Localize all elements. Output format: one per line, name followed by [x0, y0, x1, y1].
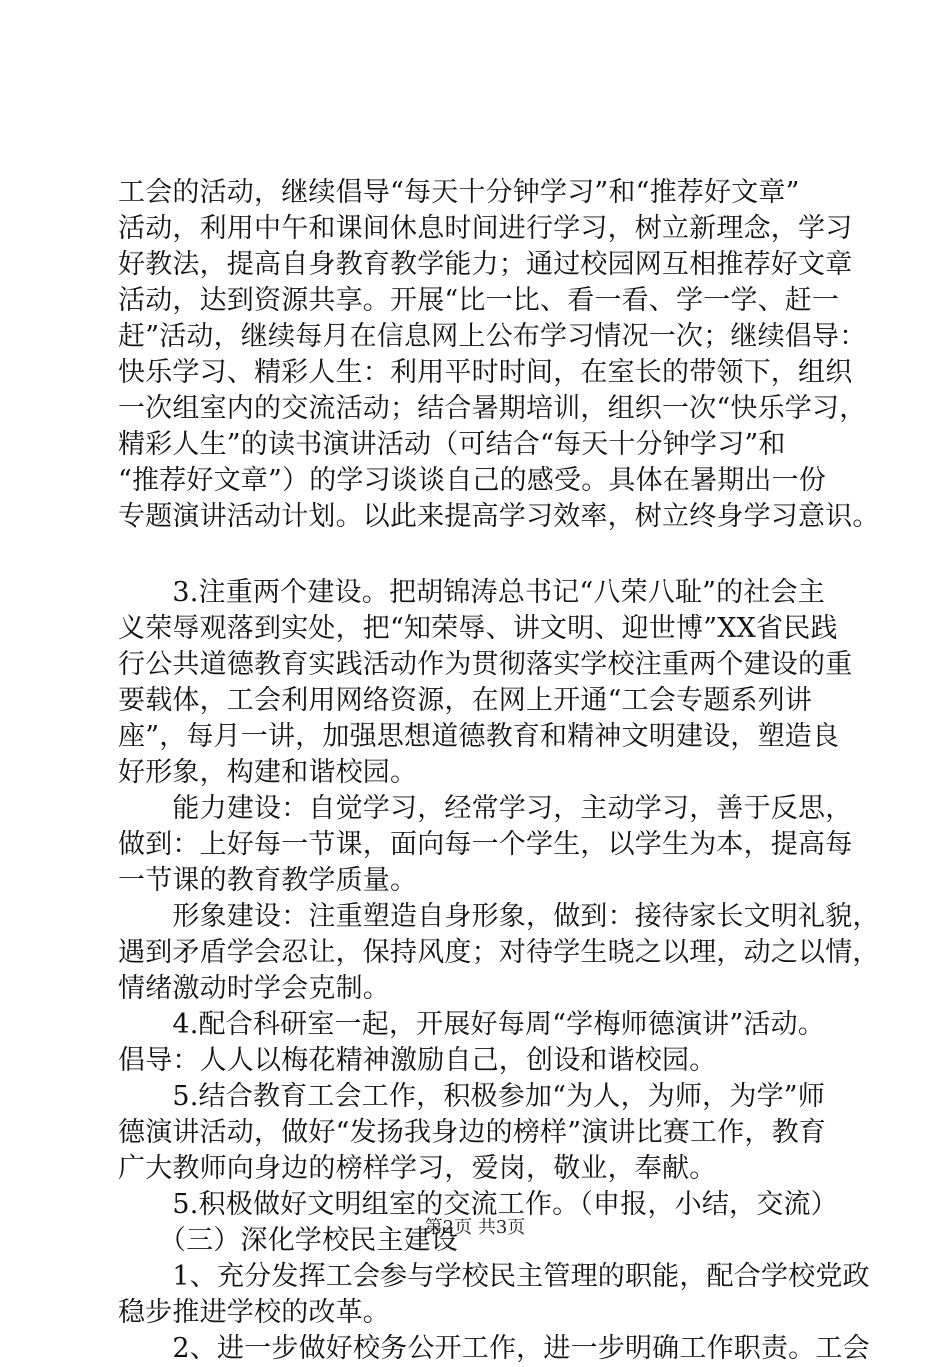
text-line: 行公共道德教育实践活动作为贯彻落实学校注重两个建设的重: [118, 649, 853, 680]
text-line: （三）深化学校民主建设: [118, 1225, 459, 1256]
text-line: 倡导：人人以梅花精神激励自己，创设和谐校园。: [118, 1045, 717, 1076]
text-line: 好教法，提高自身教育教学能力；通过校园网互相推荐好文章: [118, 249, 853, 280]
text-line: 要载体，工会利用网络资源，在网上开通“工会专题系列讲: [118, 685, 813, 716]
text-line: 4.配合科研室一起，开展好每周“学梅师德演讲”活动。: [118, 1009, 825, 1040]
text-line: 活动，利用中午和课间休息时间进行学习，树立新理念，学习: [118, 213, 853, 244]
text-line: 快乐学习、精彩人生：利用平时时间，在室长的带领下，组织: [118, 357, 853, 388]
text-line: “推荐好文章”）的学习谈谈自己的感受。具体在暑期出一份: [118, 465, 827, 496]
text-line: 活动，达到资源共享。开展“比一比、看一看、学一学、赶一: [118, 285, 840, 316]
text-line: 德演讲活动，做好“发扬我身边的榜样”演讲比赛工作，教育: [118, 1117, 827, 1148]
text-line: 专题演讲活动计划。以此来提高学习效率，树立终身学习意识。: [118, 501, 880, 532]
text-line: 1、充分发挥工会参与学校民主管理的职能，配合学校党政: [118, 1261, 870, 1292]
text-line: 能力建设：自觉学习，经常学习，主动学习，善于反思，: [118, 793, 853, 824]
text-line: 赶”活动，继续每月在信息网上公布学习情况一次；继续倡导：: [118, 321, 867, 352]
text-line: 3.注重两个建设。把胡锦涛总书记“八荣八耻”的社会主: [118, 577, 825, 608]
paragraph-block-2: [118, 575, 880, 1367]
text-line: 义荣辱观落到实处，把“知荣辱、讲文明、迎世博”XX省民践: [118, 613, 838, 644]
text-line: 情绪激动时学会克制。: [118, 973, 390, 1004]
text-line: 形象建设：注重塑造自身形象，做到：接待家长文明礼貌，: [118, 901, 880, 932]
text-line: 稳步推进学校的改革。: [118, 1297, 390, 1328]
text-line: 好形象，构建和谐校园。: [118, 757, 418, 788]
text-line: 广大教师向身边的榜样学习，爱岗，敬业，奉献。: [118, 1153, 717, 1184]
page-footer: [0, 1216, 950, 1240]
text-line: 5.结合教育工会工作，积极参加“为人，为师，为学”师: [118, 1081, 825, 1112]
text-line: 做到：上好每一节课，面向每一个学生，以学生为本，提高每: [118, 829, 853, 860]
text-line: 工会的活动，继续倡导“每天十分钟学习”和“推荐好文章”: [118, 177, 800, 208]
paragraph-block-1: [118, 175, 880, 535]
text-line: 5.积极做好文明组室的交流工作。（申报，小结，交流）: [118, 1189, 838, 1220]
text-line: 遇到矛盾学会忍让，保持风度；对待学生晓之以理，动之以情，: [118, 937, 880, 968]
text-line: 2、进一步做好校务公开工作，进一步明确工作职责。工会: [118, 1333, 870, 1364]
text-line: 精彩人生”的读书演讲活动（可结合“每天十分钟学习”和: [118, 429, 786, 460]
page-number-label: 第2页 共3页: [424, 1217, 526, 1238]
text-line: 一次组室内的交流活动；结合暑期培训，组织一次“快乐学习，: [118, 393, 867, 424]
text-line: 座”，每月一讲，加强思想道德教育和精神文明建设，塑造良: [118, 721, 840, 752]
paragraph-gap: [118, 535, 858, 575]
text-line: 一节课的教育教学质量。: [118, 865, 418, 896]
document-body: [118, 175, 880, 1367]
